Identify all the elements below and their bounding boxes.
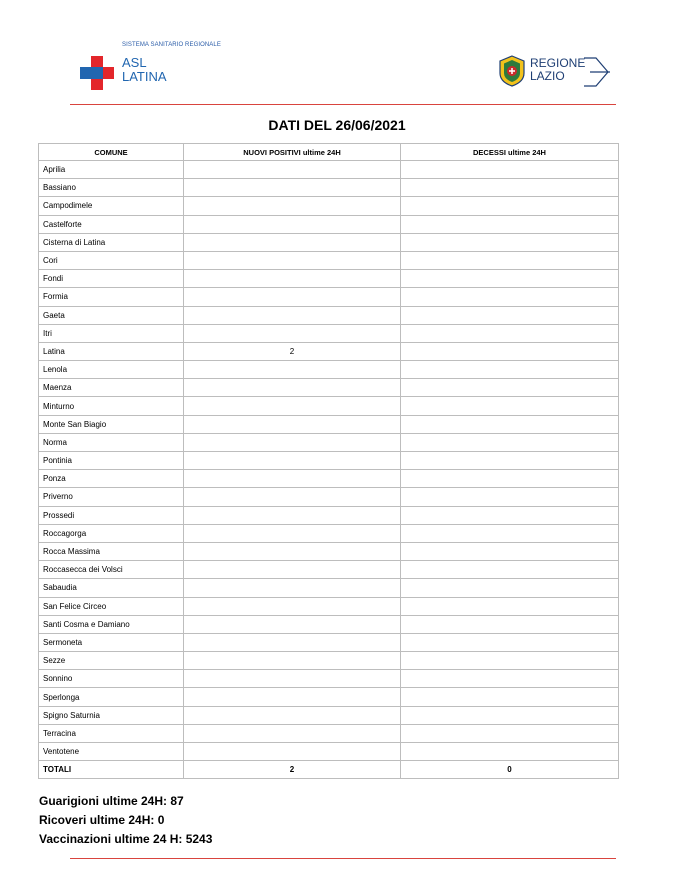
cell-decessi — [401, 452, 619, 470]
cell-decessi — [401, 706, 619, 724]
cell-positivi — [184, 542, 401, 560]
cell-comune: Latina — [39, 342, 184, 360]
cell-comune: Prossedi — [39, 506, 184, 524]
cell-positivi — [184, 251, 401, 269]
cell-comune: Ventotene — [39, 743, 184, 761]
cell-positivi — [184, 506, 401, 524]
cell-positivi — [184, 215, 401, 233]
cell-comune: Fondi — [39, 270, 184, 288]
guarigioni-line: Guarigioni ultime 24H: 87 — [39, 794, 184, 808]
cell-comune: Roccasecca dei Volsci — [39, 561, 184, 579]
cell-comune: Gaeta — [39, 306, 184, 324]
cell-comune: Monte San Biagio — [39, 415, 184, 433]
cell-decessi — [401, 524, 619, 542]
cell-decessi — [401, 197, 619, 215]
cell-comune: Campodimele — [39, 197, 184, 215]
cell-decessi — [401, 579, 619, 597]
table-row — [39, 542, 619, 560]
cell-decessi — [401, 179, 619, 197]
cell-decessi — [401, 506, 619, 524]
cell-positivi — [184, 433, 401, 451]
totals-label: TOTALI — [39, 761, 184, 779]
cell-decessi — [401, 161, 619, 179]
cell-comune: Formia — [39, 288, 184, 306]
cell-positivi — [184, 470, 401, 488]
table-row — [39, 488, 619, 506]
totals-decessi: 0 — [401, 761, 619, 779]
cell-comune: Rocca Massima — [39, 542, 184, 560]
column-header-decessi: DECESSI ultime 24H — [401, 144, 619, 161]
cell-positivi — [184, 415, 401, 433]
table-row — [39, 652, 619, 670]
table-row — [39, 706, 619, 724]
cell-positivi — [184, 670, 401, 688]
lazio-line2: LAZIO — [530, 69, 565, 83]
cell-decessi — [401, 688, 619, 706]
totals-positivi: 2 — [184, 761, 401, 779]
cell-comune: Cori — [39, 251, 184, 269]
cell-decessi — [401, 397, 619, 415]
table-row — [39, 215, 619, 233]
cell-positivi — [184, 197, 401, 215]
cell-comune: Lenola — [39, 361, 184, 379]
table-row — [39, 361, 619, 379]
cell-positivi — [184, 743, 401, 761]
cell-decessi — [401, 670, 619, 688]
cell-positivi — [184, 706, 401, 724]
table-row — [39, 506, 619, 524]
table-row — [39, 597, 619, 615]
cell-positivi — [184, 579, 401, 597]
cell-positivi — [184, 397, 401, 415]
cell-positivi — [184, 306, 401, 324]
cell-positivi — [184, 633, 401, 651]
table-row — [39, 670, 619, 688]
cell-decessi — [401, 542, 619, 560]
lazio-text — [530, 57, 585, 83]
cell-positivi — [184, 324, 401, 342]
table-row — [39, 724, 619, 742]
column-header-comune: COMUNE — [39, 144, 184, 161]
cell-positivi — [184, 597, 401, 615]
column-header-positivi: NUOVI POSITIVI ultime 24H — [184, 144, 401, 161]
cell-positivi — [184, 688, 401, 706]
table-row — [39, 397, 619, 415]
cell-decessi — [401, 652, 619, 670]
cell-positivi — [184, 652, 401, 670]
cell-decessi — [401, 743, 619, 761]
table-row — [39, 633, 619, 651]
cell-positivi — [184, 452, 401, 470]
table-row — [39, 470, 619, 488]
cell-decessi — [401, 433, 619, 451]
lazio-arrow-icon — [582, 55, 612, 89]
cell-comune: Bassiano — [39, 179, 184, 197]
table-row — [39, 324, 619, 342]
cell-comune: Maenza — [39, 379, 184, 397]
cell-comune: Aprilia — [39, 161, 184, 179]
summary-block — [39, 792, 212, 849]
asl-name-line1: ASL — [122, 55, 147, 70]
cell-comune: Pontinia — [39, 452, 184, 470]
cell-positivi — [184, 161, 401, 179]
footer-divider — [70, 858, 616, 859]
table-row — [39, 452, 619, 470]
table-row — [39, 197, 619, 215]
cell-decessi — [401, 724, 619, 742]
table-body — [39, 161, 619, 779]
cell-positivi — [184, 179, 401, 197]
cell-comune: Terracina — [39, 724, 184, 742]
table-row — [39, 688, 619, 706]
table-row — [39, 288, 619, 306]
table-row — [39, 524, 619, 542]
table-row — [39, 342, 619, 360]
table-row — [39, 415, 619, 433]
cell-decessi — [401, 215, 619, 233]
asl-subtitle: SISTEMA SANITARIO REGIONALE — [122, 42, 221, 48]
cell-decessi — [401, 251, 619, 269]
cell-decessi — [401, 488, 619, 506]
cell-comune: Sonnino — [39, 670, 184, 688]
table-row — [39, 561, 619, 579]
lazio-emblem-icon — [498, 55, 526, 87]
cell-comune: Cisterna di Latina — [39, 233, 184, 251]
cell-comune: Santi Cosma e Damiano — [39, 615, 184, 633]
cell-decessi — [401, 361, 619, 379]
cell-decessi — [401, 633, 619, 651]
table-row — [39, 306, 619, 324]
cell-comune: Sabaudia — [39, 579, 184, 597]
cell-positivi — [184, 270, 401, 288]
cell-decessi — [401, 415, 619, 433]
cell-decessi — [401, 615, 619, 633]
cell-positivi — [184, 361, 401, 379]
cell-decessi — [401, 233, 619, 251]
cell-positivi — [184, 724, 401, 742]
table-row — [39, 161, 619, 179]
cell-positivi — [184, 615, 401, 633]
header-divider — [70, 104, 616, 105]
asl-cross-icon — [80, 56, 114, 90]
table-row — [39, 579, 619, 597]
cell-positivi — [184, 288, 401, 306]
cell-positivi — [184, 379, 401, 397]
cell-positivi: 2 — [184, 342, 401, 360]
cell-comune: San Felice Circeo — [39, 597, 184, 615]
asl-name-line2: LATINA — [122, 69, 167, 84]
vaccinazioni-line: Vaccinazioni ultime 24 H: 5243 — [39, 832, 213, 846]
page-title: DATI DEL 26/06/2021 — [268, 117, 406, 133]
cell-comune: Sezze — [39, 652, 184, 670]
cell-decessi — [401, 288, 619, 306]
cell-decessi — [401, 270, 619, 288]
cell-decessi — [401, 324, 619, 342]
cell-positivi — [184, 524, 401, 542]
cell-comune: Sermoneta — [39, 633, 184, 651]
data-table — [38, 143, 619, 779]
table-row — [39, 379, 619, 397]
cell-decessi — [401, 561, 619, 579]
cell-positivi — [184, 233, 401, 251]
totals-row — [39, 761, 619, 779]
cell-comune: Priverno — [39, 488, 184, 506]
table-row — [39, 233, 619, 251]
table-row — [39, 743, 619, 761]
cell-comune: Norma — [39, 433, 184, 451]
ricoveri-line: Ricoveri ultime 24H: 0 — [39, 813, 165, 827]
cell-comune: Roccagorga — [39, 524, 184, 542]
cell-comune: Castelforte — [39, 215, 184, 233]
table-row — [39, 433, 619, 451]
table-row — [39, 615, 619, 633]
table-row — [39, 251, 619, 269]
cell-comune: Itri — [39, 324, 184, 342]
table-header-row — [39, 144, 619, 161]
cell-decessi — [401, 597, 619, 615]
table-row — [39, 179, 619, 197]
cell-positivi — [184, 488, 401, 506]
asl-name — [122, 56, 167, 84]
cell-comune: Spigno Saturnia — [39, 706, 184, 724]
cell-positivi — [184, 561, 401, 579]
cell-comune: Minturno — [39, 397, 184, 415]
cell-decessi — [401, 470, 619, 488]
lazio-line1: REGIONE — [530, 56, 586, 70]
regione-lazio-logo — [498, 55, 613, 89]
cell-decessi — [401, 306, 619, 324]
cell-decessi — [401, 342, 619, 360]
cell-decessi — [401, 379, 619, 397]
cell-comune: Ponza — [39, 470, 184, 488]
cell-comune: Sperlonga — [39, 688, 184, 706]
table-row — [39, 270, 619, 288]
asl-latina-logo — [80, 42, 240, 92]
